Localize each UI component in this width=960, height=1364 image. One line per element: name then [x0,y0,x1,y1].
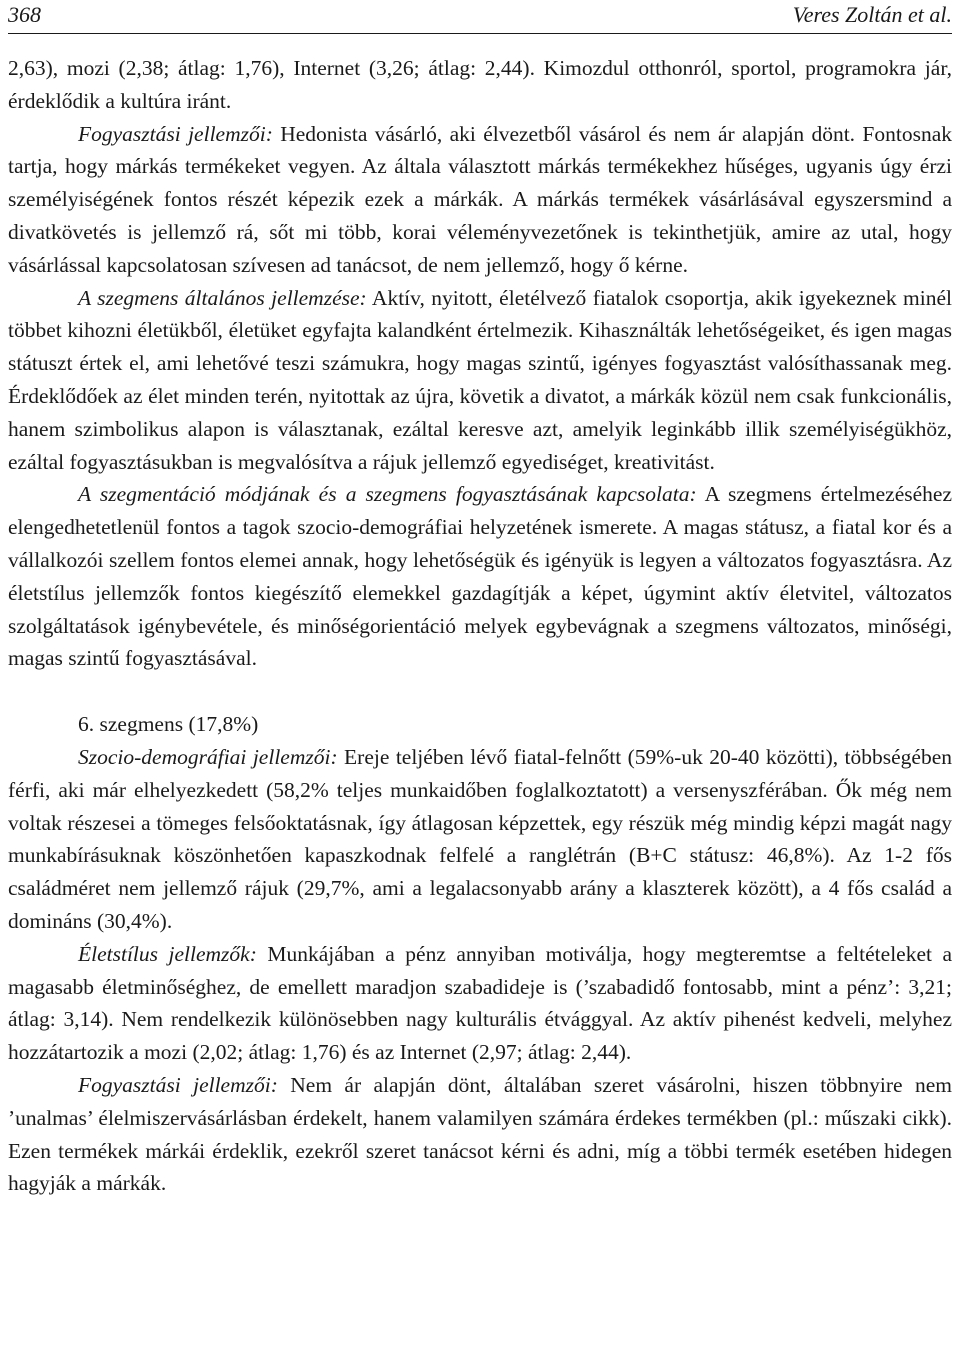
header-rule [8,33,952,34]
paragraph-label: A szegmentáció módjának és a szegmens fogyasztásának kapcsolata: [78,482,697,507]
paragraph: 2,63), mozi (2,38; átlag: 1,76), Internet (3,26; átlag: 2,44). Kimozdul otthonról, sportol, programokra jár, érdeklődik a kultúra iránt. [8,56,952,113]
paragraph-label: Szocio-demográfiai jellemzői: [78,744,338,769]
paragraph-label: A szegmens általános jellemzése: [78,285,367,310]
paragraph: A szegmens általános jellemzése: Aktív, nyitott, életélvező fiatalok csoportja, akik igyekeznek minél többet kihozni életükből, életüket egyfajta kalandként értelmezik. Kihasználták lehetőségeiket, és igen magas státuszt értek el, ami lehetővé teszi számukra, hogy magas szintű, igényes fogyasztást valósíthassanak meg. Érdeklődőek az élet minden terén, nyitottak az újra, követik a divatot, a márkák közül nem csak funkcionális, hanem szimbolikus alapon is választanak, ezáltal keresve azt, amelyik leginkább illik személyiségükhöz, ezáltal fogyasztásukban is megvalósítva a rájuk jellemző egyediséget, kreativitást. [8,285,953,474]
page-header [8,2,952,30]
paragraph: Fogyasztási jellemzői: Nem ár alapján dönt, általában szeret vásárolni, hiszen többnyire nem ’unalmas’ élelmiszervásárlásban érdekelt, hanem valamilyen számára érdekes termékben (pl.: műszaki cikk). Ezen termékek márkái érdeklik, ezekről szeret tanácsot kérni és adni, míg a többi termék esetében hidegen hagyják a márkák. [8,1072,952,1196]
body-text [8,52,952,1200]
section-heading: 6. szegmens (17,8%) [78,712,259,737]
paragraph-label: Fogyasztási jellemzői: [78,121,273,146]
paragraph: A szegmentáció módjának és a szegmens fogyasztásának kapcsolata: A szegmens értelmezéséhez elengedhetetlenül fontos a tagok szocio-demográfiai helyzetének ismerete. A magas státusz, a fiatal kor és a vállalkozói szellem fontos elemei annak, hogy lehetőségük és igényük is legyen a változatos fogyasztásra. Az életstílus jellemzők fontos kiegészítő elemekkel gazdagítják a képet, úgymint aktív életvitel, változatos szolgáltatások igénybevétele, és minőségorientáció melyek egybevágnak a szegmens változatos, minőségi, magas szintű fogyasztásával. [8,482,953,671]
paragraph: Szocio-demográfiai jellemzői: Ereje teljében lévő fiatal-felnőtt (59%-uk 20-40 közötti), többségében férfi, aki már elhelyezkedett (58,2% teljes munkaidőben foglalkoztatott) a versenyszférában. Ők még nem voltak részesei a tömeges felsőoktatásnak, így átlagosan képzettek, egy részük még mindig képzi magát nagy munkabírásuknak köszönhetően kapaszkodnak felfelé a ranglétrán (B+C státusz: 46,8%). Az 1-2 fős családméret nem jellemző rájuk (29,7%, ami a legalacsonyabb arány a klaszterek között), a 4 fős család a domináns (30,4%). [8,744,952,933]
paragraph: Életstílus jellemzők: Munkájában a pénz annyiban motiválja, hogy megteremtse a feltételeket a magasabb életminőséghez, de emellett maradjon szabadideje is (’szabadidő fontosabb, mint a pénz’: 3,21; átlag: 3,14). Nem rendelkezik különösebben nagy kulturális étvággyal. Az aktív pihenést kedveli, melyhez hozzátartozik a mozi (2,02; átlag: 1,76) és az Internet (2,97; átlag: 2,44). [8,941,952,1065]
paragraph-label: Életstílus jellemzők: [78,941,257,966]
paragraph: Fogyasztási jellemzői: Hedonista vásárló, aki élvezetből vásárol és nem ár alapján dönt. Fontosnak tartja, hogy márkás termékeket vegyen. Az általa választott márkás termékekhez hűséges, ugyanis úgy érzi személyiségének fontos részét képezik ezek a márkák. A márkás termékek vásárlásával egyszersmind a divatkövetés is jellemző rá, sőt mi több, korai véleményvezetőnek is tekinthetjük, amire az utal, hogy vásárlással kapcsolatosan szívesen ad tanácsot, de nem jellemző, hogy ő kérne. [8,121,952,277]
page-number: 368 [8,2,41,27]
running-head-authors: Veres Zoltán et al. [792,2,952,27]
section-spacer [8,675,952,708]
paragraph-label: Fogyasztási jellemzői: [78,1072,278,1097]
